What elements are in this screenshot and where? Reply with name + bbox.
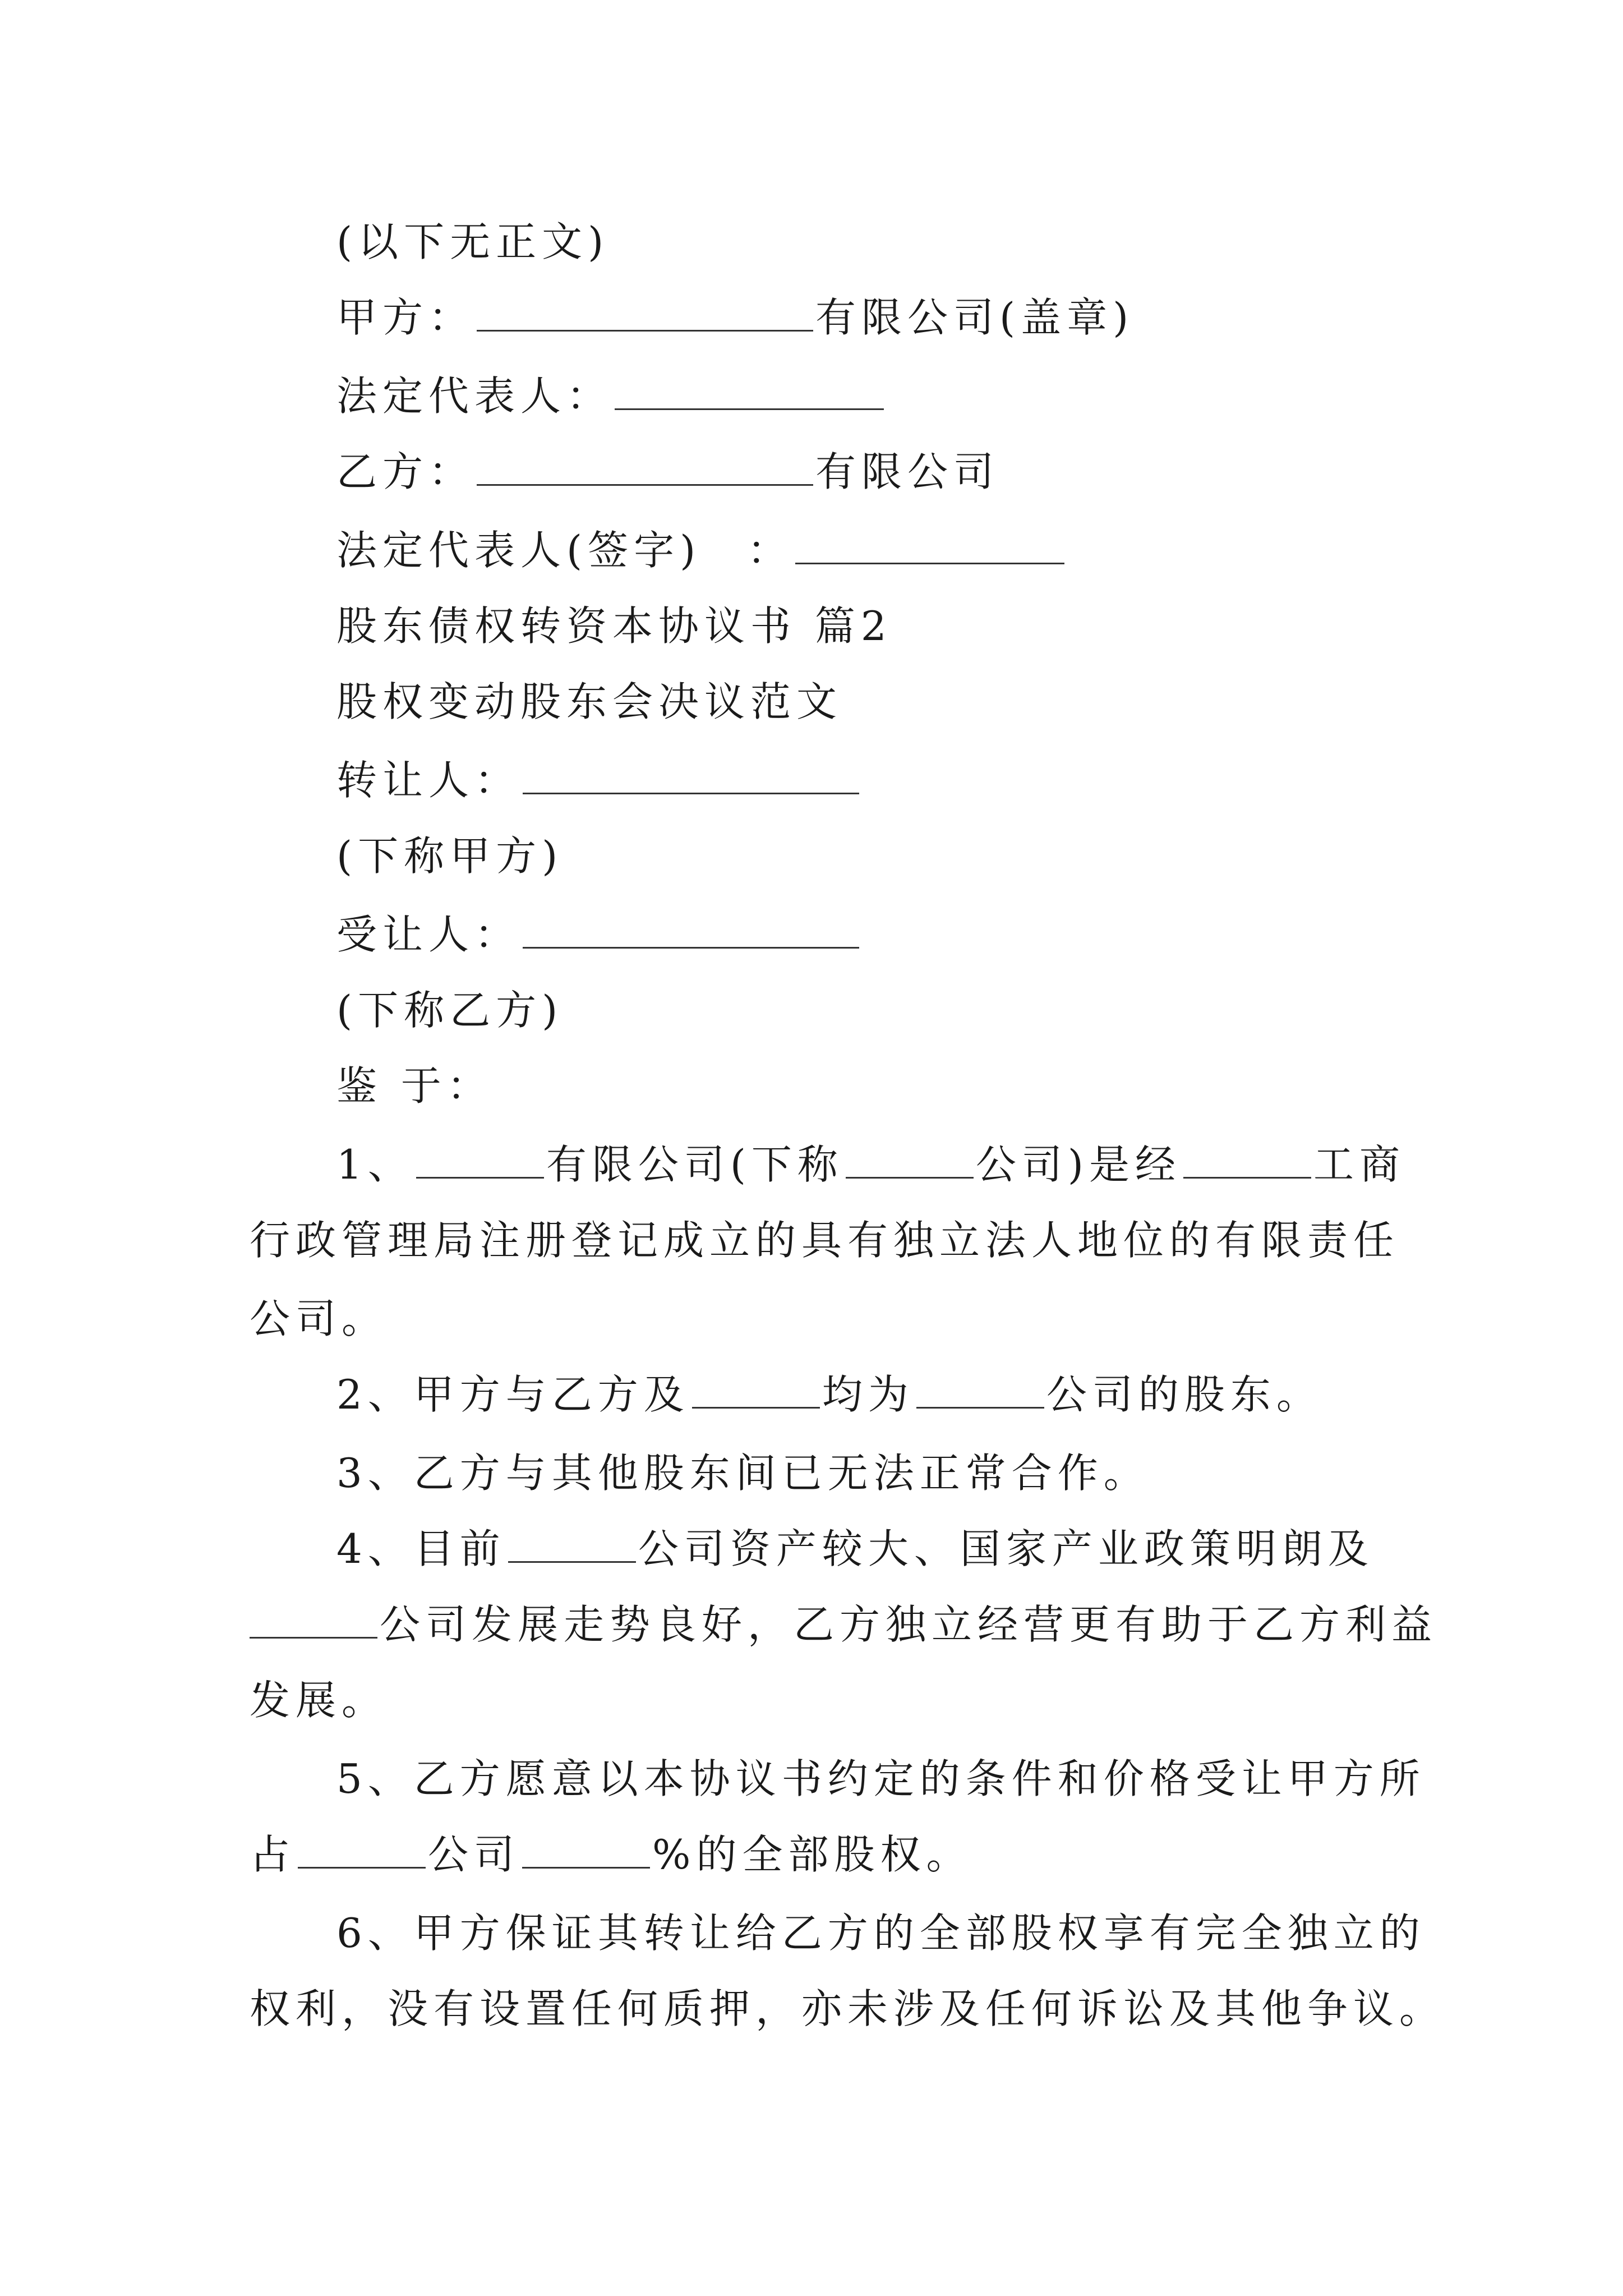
legal-rep-sign-line <box>336 527 1067 574</box>
subtitle-text: 股权变动股东会决议范文 <box>336 678 843 725</box>
item-1-number: 1、 <box>336 1141 414 1188</box>
item-3-text: 3、乙方与其他股东间已无法正常合作。 <box>336 1450 1150 1497</box>
item-2-line <box>336 1371 1322 1418</box>
item-4-blank-2 <box>250 1604 377 1639</box>
item-4-blank-1 <box>508 1529 636 1563</box>
item-1-line-2 <box>250 1217 1400 1264</box>
item-1-line-3-text: 公司。 <box>250 1295 388 1342</box>
title-text: 股东债权转资本协议书 篇2 <box>336 602 892 650</box>
document-title <box>336 602 892 650</box>
item-1-blank-1 <box>416 1144 544 1179</box>
transferee-note-line <box>336 987 564 1034</box>
legal-rep-line <box>336 372 886 420</box>
item-4-line-3 <box>250 1677 388 1724</box>
item-4-text-a: 4、目前 <box>336 1525 506 1572</box>
item-5-line-1-text: 5、乙方愿意以本协议书约定的条件和价格受让甲方所 <box>336 1755 1426 1802</box>
item-1-blank-3 <box>1183 1144 1311 1179</box>
transferor-note-line <box>336 832 564 880</box>
transferor-label: 转让人： <box>336 757 521 804</box>
item-2-blank-2 <box>916 1374 1044 1409</box>
transferee-blank <box>523 914 859 949</box>
transferor-line <box>336 757 861 804</box>
item-2-text-a: 2、甲方与乙方及 <box>336 1371 690 1418</box>
item-2-blank-1 <box>692 1374 820 1409</box>
item-5-text-a: 占 <box>250 1831 296 1878</box>
item-4-text-b: 公司资产较大、国家产业政策明朗及 <box>638 1525 1374 1572</box>
item-6-line-1-text: 6、甲方保证其转让给乙方的全部股权享有完全独立的 <box>336 1910 1426 1957</box>
item-6-line-1 <box>336 1910 1426 1957</box>
transferee-line <box>336 911 861 958</box>
transferee-label: 受让人： <box>336 911 521 958</box>
item-4-line-1 <box>336 1525 1374 1572</box>
item-5-text-c: %的全部股权。 <box>652 1831 972 1878</box>
item-5-blank-2 <box>522 1834 650 1869</box>
transferee-note: (下称乙方) <box>336 987 564 1034</box>
item-5-line-1 <box>336 1755 1426 1802</box>
no-text-label: (以下无正文) <box>336 218 610 265</box>
item-1-line-1 <box>336 1141 1406 1188</box>
party-a-label: 甲方： <box>336 294 475 341</box>
transferor-note: (下称甲方) <box>336 832 564 880</box>
whereas-label: 鉴 于： <box>336 1062 493 1110</box>
legal-rep-sign-label: 法定代表人(签字) ： <box>336 527 794 574</box>
item-2-text-b: 均为 <box>822 1371 914 1418</box>
party-b-label: 乙方： <box>336 448 475 495</box>
legal-rep-blank <box>615 376 884 410</box>
item-1-line-2-text: 行政管理局注册登记成立的具有独立法人地位的有限责任 <box>250 1217 1400 1264</box>
whereas-line <box>336 1062 493 1110</box>
item-4-text-c: 公司发展走势良好，乙方独立经营更有助于乙方利益 <box>380 1601 1438 1648</box>
party-b-suffix: 有限公司 <box>815 448 1000 495</box>
item-4-line-3-text: 发展。 <box>250 1677 388 1724</box>
item-1-text-d: 工商 <box>1313 1141 1406 1188</box>
document-subtitle <box>336 678 843 725</box>
item-1-text-c: 公司)是经 <box>975 1141 1181 1188</box>
legal-rep-label: 法定代表人： <box>336 372 613 420</box>
legal-rep-sign-blank <box>795 530 1064 564</box>
item-5-line-2 <box>250 1831 972 1878</box>
item-4-line-2 <box>250 1601 1438 1648</box>
item-1-text-b: 有限公司(下称 <box>546 1141 843 1188</box>
item-6-line-2 <box>250 1985 1446 2032</box>
item-5-text-b: 公司 <box>428 1831 520 1878</box>
party-a-line <box>336 294 1135 341</box>
item-2-text-c: 公司的股东。 <box>1046 1371 1322 1418</box>
item-6-line-2-text: 权利，没有设置任何质押，亦未涉及任何诉讼及其他争议。 <box>250 1985 1446 2032</box>
party-a-suffix: 有限公司(盖章) <box>815 294 1135 341</box>
item-1-blank-2 <box>846 1144 974 1179</box>
no-text-line <box>336 218 610 265</box>
party-a-blank <box>477 297 813 332</box>
party-b-line <box>336 448 1000 495</box>
item-3-line <box>336 1450 1150 1497</box>
party-b-blank <box>477 452 813 486</box>
item-1-line-3 <box>250 1295 388 1342</box>
item-5-blank-1 <box>298 1834 426 1869</box>
transferor-blank <box>523 760 859 794</box>
